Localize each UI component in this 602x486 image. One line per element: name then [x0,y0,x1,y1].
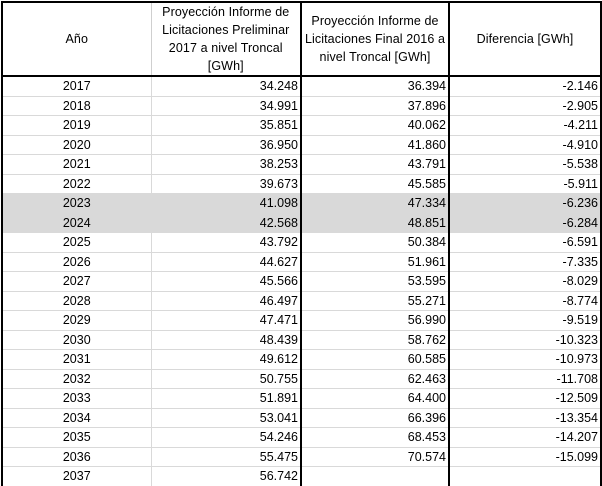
cell-preliminary-projection[interactable]: 47.471 [151,311,301,331]
table-row [2,350,601,370]
cell-difference[interactable]: -2.905 [449,96,601,116]
cell-final-projection[interactable]: 55.271 [301,291,449,311]
cell-preliminary-projection[interactable]: 51.891 [151,389,301,409]
cell-preliminary-projection[interactable]: 34.991 [151,96,301,116]
cell-preliminary-projection[interactable]: 55.475 [151,447,301,467]
table-row [2,389,601,409]
cell-final-projection[interactable]: 58.762 [301,330,449,350]
header-row [2,2,601,76]
cell-preliminary-projection[interactable]: 46.497 [151,291,301,311]
cell-final-projection[interactable]: 56.990 [301,311,449,331]
cell-difference[interactable]: -11.708 [449,369,601,389]
cell-final-projection[interactable]: 64.400 [301,389,449,409]
cell-difference[interactable]: -10.973 [449,350,601,370]
cell-final-projection[interactable]: 60.585 [301,350,449,370]
cell-year[interactable]: 2023 [2,194,151,214]
cell-year[interactable]: 2029 [2,311,151,331]
header-year[interactable]: Año [2,2,151,76]
cell-year[interactable]: 2035 [2,428,151,448]
cell-difference[interactable]: -5.538 [449,155,601,175]
projection-comparison-table [1,1,602,486]
cell-final-projection[interactable]: 50.384 [301,233,449,253]
cell-preliminary-projection[interactable]: 50.755 [151,369,301,389]
cell-final-projection[interactable]: 48.851 [301,213,449,233]
table-row [2,96,601,116]
cell-preliminary-projection[interactable]: 36.950 [151,135,301,155]
cell-final-projection[interactable]: 66.396 [301,408,449,428]
cell-preliminary-projection[interactable]: 45.566 [151,272,301,292]
cell-year[interactable]: 2028 [2,291,151,311]
cell-year[interactable]: 2032 [2,369,151,389]
cell-year[interactable]: 2024 [2,213,151,233]
cell-final-projection[interactable]: 47.334 [301,194,449,214]
table-row [2,447,601,467]
cell-final-projection[interactable]: 53.595 [301,272,449,292]
table-row [2,272,601,292]
cell-preliminary-projection[interactable]: 42.568 [151,213,301,233]
cell-preliminary-projection[interactable]: 34.248 [151,76,301,96]
cell-year[interactable]: 2033 [2,389,151,409]
table-body [2,76,601,486]
header-preliminary-projection[interactable]: Proyección Informe de Licitaciones Preliminar 2017 a nivel Troncal [GWh] [151,2,301,76]
table-row [2,252,601,272]
cell-year[interactable]: 2020 [2,135,151,155]
cell-year[interactable]: 2026 [2,252,151,272]
cell-final-projection[interactable]: 45.585 [301,174,449,194]
cell-difference[interactable]: -5.911 [449,174,601,194]
cell-difference[interactable]: -6.591 [449,233,601,253]
cell-difference[interactable]: -14.207 [449,428,601,448]
cell-final-projection[interactable]: 37.896 [301,96,449,116]
cell-preliminary-projection[interactable]: 44.627 [151,252,301,272]
cell-preliminary-projection[interactable]: 49.612 [151,350,301,370]
cell-final-projection[interactable]: 62.463 [301,369,449,389]
cell-preliminary-projection[interactable]: 38.253 [151,155,301,175]
table-row [2,135,601,155]
cell-year[interactable]: 2025 [2,233,151,253]
cell-difference[interactable]: -2.146 [449,76,601,96]
cell-difference[interactable]: -4.910 [449,135,601,155]
cell-preliminary-projection[interactable]: 43.792 [151,233,301,253]
cell-preliminary-projection[interactable]: 54.246 [151,428,301,448]
table-row [2,311,601,331]
cell-final-projection[interactable] [301,467,449,486]
cell-final-projection[interactable]: 41.860 [301,135,449,155]
table-row [2,291,601,311]
cell-difference[interactable]: -7.335 [449,252,601,272]
cell-difference[interactable]: -10.323 [449,330,601,350]
cell-year[interactable]: 2030 [2,330,151,350]
cell-preliminary-projection[interactable]: 35.851 [151,116,301,136]
cell-final-projection[interactable]: 36.394 [301,76,449,96]
cell-difference[interactable]: -6.236 [449,194,601,214]
cell-final-projection[interactable]: 40.062 [301,116,449,136]
cell-preliminary-projection[interactable]: 48.439 [151,330,301,350]
cell-difference[interactable]: -4.211 [449,116,601,136]
cell-year[interactable]: 2031 [2,350,151,370]
table-row [2,194,601,214]
cell-difference[interactable]: -12.509 [449,389,601,409]
cell-preliminary-projection[interactable]: 53.041 [151,408,301,428]
table-row [2,174,601,194]
cell-preliminary-projection[interactable]: 41.098 [151,194,301,214]
cell-year[interactable]: 2022 [2,174,151,194]
cell-final-projection[interactable]: 51.961 [301,252,449,272]
cell-final-projection[interactable]: 70.574 [301,447,449,467]
table-row [2,467,601,486]
cell-difference[interactable]: -15.099 [449,447,601,467]
cell-year[interactable]: 2019 [2,116,151,136]
table-row [2,155,601,175]
cell-year[interactable]: 2017 [2,76,151,96]
header-final-projection[interactable]: Proyección Informe de Licitaciones Final 2016 a nivel Troncal [GWh] [301,2,449,76]
cell-preliminary-projection[interactable]: 39.673 [151,174,301,194]
table-row [2,116,601,136]
cell-difference[interactable]: -9.519 [449,311,601,331]
cell-year[interactable]: 2027 [2,272,151,292]
cell-final-projection[interactable]: 43.791 [301,155,449,175]
cell-difference[interactable]: -6.284 [449,213,601,233]
cell-year[interactable]: 2021 [2,155,151,175]
header-difference[interactable]: Diferencia [GWh] [449,2,601,76]
table-row [2,213,601,233]
cell-difference[interactable]: -8.774 [449,291,601,311]
cell-preliminary-projection[interactable]: 56.742 [151,467,301,486]
cell-year[interactable]: 2018 [2,96,151,116]
cell-difference[interactable]: -13.354 [449,408,601,428]
table-row [2,428,601,448]
table-row [2,233,601,253]
cell-year[interactable]: 2037 [2,467,151,486]
cell-year[interactable]: 2036 [2,447,151,467]
table-row [2,408,601,428]
table-row [2,330,601,350]
table-row [2,76,601,96]
table-row [2,369,601,389]
cell-difference[interactable] [449,467,601,486]
cell-year[interactable]: 2034 [2,408,151,428]
cell-final-projection[interactable]: 68.453 [301,428,449,448]
cell-difference[interactable]: -8.029 [449,272,601,292]
